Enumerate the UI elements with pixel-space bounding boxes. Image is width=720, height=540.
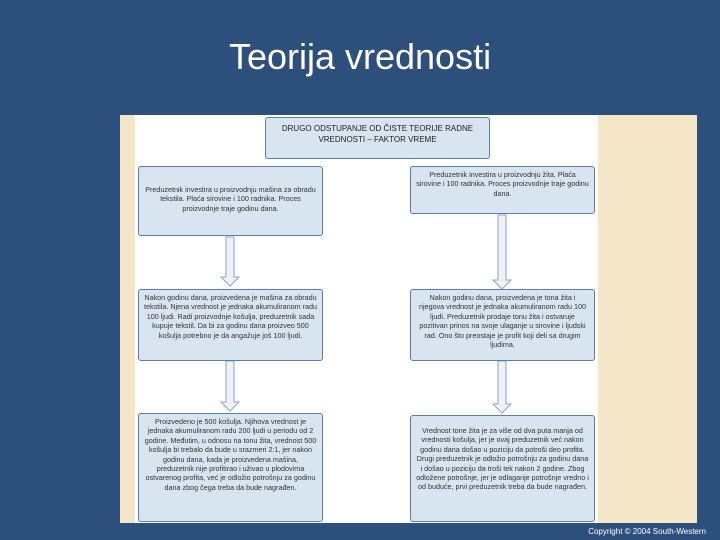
left-step-1: Preduzetnik investira u proizvodnju mašina za obradu tekstila. Plaća sirovine i 100 radnika. Proces proizvodnje traje godinu dana.	[138, 166, 323, 236]
right-step-1: Preduzetnik investira u proizvodnju žita. Plaća sirovine i 100 radnika. Proces proizvodnje traje godinu dana.	[410, 166, 595, 214]
arrow-left-2	[221, 361, 239, 411]
diagram-header: DRUGO ODSTUPANJE OD ČISTE TEORIJE RADNE VREDNOSTI – FAKTOR VREME	[265, 117, 490, 159]
arrow-left-1	[221, 237, 239, 286]
right-step-3: Vrednost tone žita je za više od dva puta manja od vrednosti košulja, jer je ovaj preduzetnik već nakon godinu dana došao u poziciju da potroši deo profita. Drugi preduzetnik je odložio potrošnju za godinu dana i došao u poziciju da troši tek nakon 2 godine. Zbog odložene potrošnje, jer je odlaganje potrošnje vredno i od buduće, prvi preduzetnik treba da bude nagrađen.	[410, 415, 595, 522]
arrow-right-2	[493, 361, 511, 413]
left-step-3: Proizvedeno je 500 košulja. Njihova vrednost je jednaka akumuliranom radu 200 ljudi u periodu od 2 godine. Međutim, u odnosu na tonu žita, vrednost 500 košulja bi trebalo da bude u srazmeri 2:1, jer nakon godinu dana, kada je proizvedena mašina, preduzetnik nije profitirao i uživao u plodovima ostvarenog profita, već je odložio potrošnju za godinu dana zbog čega treba da bude nagrađen.	[138, 413, 323, 522]
copyright-notice: Copyright © 2004 South-Western	[588, 527, 706, 536]
slide-title: Teorija vrednosti	[228, 36, 492, 77]
left-step-2: Nakon godinu dana, proizvedena je mašina za obradu tekstila. Njena vrednost je jednaka akumuliranom radu 100 ljudi. Radi proizvodnje košulja, preduzetnik sada kupuje tekstil. Da bi za godinu dana proizveo 500 košulja potrebno je da angažuje još 100 ljudi.	[138, 289, 323, 361]
arrow-right-1	[493, 215, 511, 289]
right-step-2: Nakon godinu dana, proizvedena je tona žita i njegova vrednost je jednaka akumuliranom radu 100 ljudi. Preduzetnik prodaje tonu žita i ostvaruje pozitivan prinos na svoje ulaganje u sirovine i ljudski rad. Ono što preostaje je profit koji deli sa drugim ljudima.	[410, 289, 595, 361]
